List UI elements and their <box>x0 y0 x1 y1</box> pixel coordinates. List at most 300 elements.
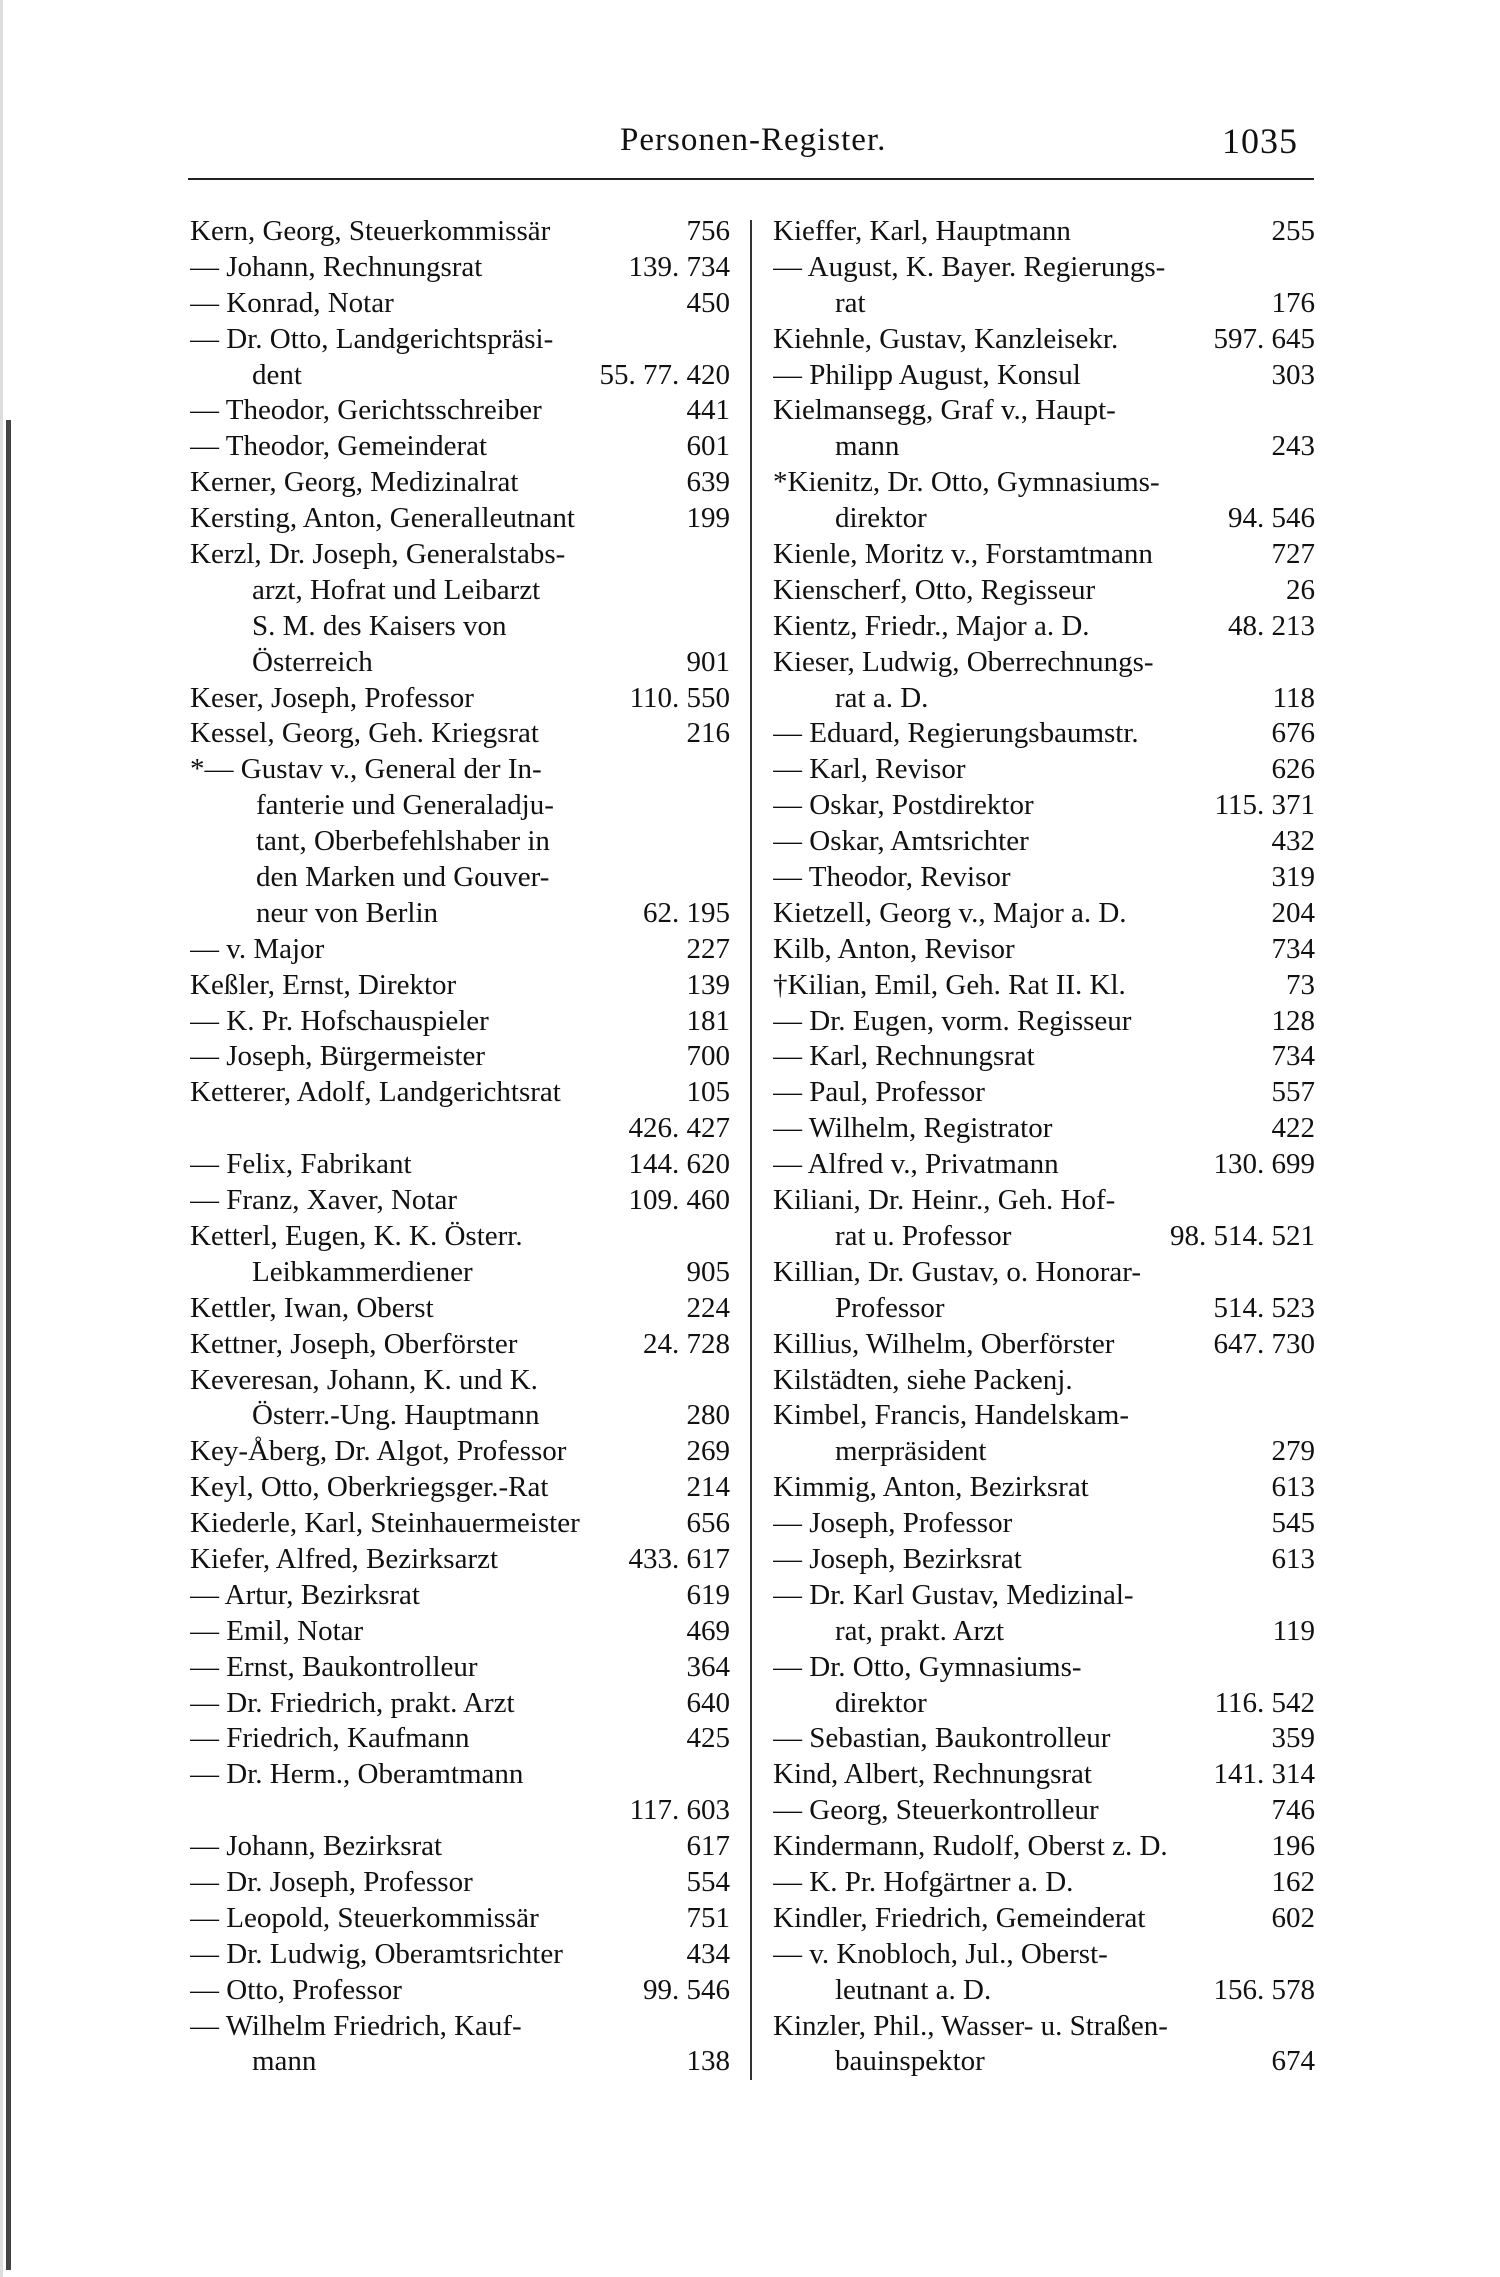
page-reference: 617 <box>686 1830 730 1863</box>
index-entry-line <box>773 1973 1315 2009</box>
page-reference: 602 <box>1271 1901 1315 1934</box>
index-entry-line <box>773 1937 1315 1973</box>
index-entry-line <box>190 1614 730 1650</box>
entry-text: Key-Åberg, Dr. Algot, Professor <box>190 1435 567 1468</box>
page-reference: 48. 213 <box>1228 609 1315 642</box>
page-reference <box>722 1363 730 1399</box>
page-reference: 128 <box>1271 1004 1315 1037</box>
page-reference: 269 <box>686 1435 730 1468</box>
index-entry-line <box>190 1434 730 1470</box>
entry-text: Professor <box>835 1291 945 1324</box>
page-reference: 647. 730 <box>1213 1327 1315 1360</box>
page-reference: 432 <box>1271 825 1315 858</box>
page-reference <box>1307 1650 1315 1686</box>
page-reference: 105 <box>686 1076 730 1109</box>
entry-text: neur von Berlin <box>256 896 439 929</box>
entry-text: — Theodor, Revisor <box>773 861 1011 894</box>
entry-text: rat u. Professor <box>835 1219 1012 1252</box>
index-entry-line <box>190 358 730 394</box>
page-reference: 24. 728 <box>643 1327 730 1360</box>
page-reference: 255 <box>1271 215 1315 247</box>
entry-text: Keser, Joseph, Professor <box>190 681 474 714</box>
entry-text: — v. Major <box>190 932 325 965</box>
index-entry-line <box>773 1470 1315 1506</box>
page-reference: 138 <box>686 2045 730 2078</box>
page-reference <box>1307 1937 1315 1973</box>
entry-text: — Paul, Professor <box>773 1076 985 1109</box>
index-entry-line <box>190 752 730 788</box>
index-entry-line <box>773 1434 1315 1470</box>
header-rule <box>188 178 1314 180</box>
entry-text: — Dr. Otto, Landgerichtspräsi- <box>190 322 554 355</box>
entry-text: — Wilhelm, Registrator <box>773 1112 1053 1145</box>
index-entry-line <box>190 1578 730 1614</box>
page-reference <box>722 573 730 609</box>
entry-text: Kerner, Georg, Medizinalrat <box>190 466 519 499</box>
page-reference <box>722 537 730 573</box>
index-entry-line <box>773 2009 1315 2045</box>
index-entry-line <box>190 1973 730 2009</box>
entry-text: Keyl, Otto, Oberkriegsger.-Rat <box>190 1471 549 1504</box>
index-entry-line <box>773 501 1315 537</box>
page-reference: 613 <box>1271 1471 1315 1504</box>
index-entry-line <box>190 393 730 429</box>
index-entry-line <box>773 1865 1315 1901</box>
entry-text: Kiehnle, Gustav, Kanzleisekr. <box>773 322 1119 355</box>
entry-text: Kienscherf, Otto, Regisseur <box>773 573 1096 606</box>
index-column-left <box>190 214 730 2080</box>
entry-text: Kimmig, Anton, Bezirksrat <box>773 1471 1089 1504</box>
index-entry-line <box>773 1901 1315 1937</box>
scan-edge-artifact <box>6 420 11 2270</box>
entry-text: Kielmansegg, Graf v., Haupt- <box>773 394 1116 427</box>
entry-text: Kiliani, Dr. Heinr., Geh. Hof- <box>773 1184 1116 1217</box>
page-reference: 119 <box>1272 1614 1315 1647</box>
index-entry-line <box>773 1506 1315 1542</box>
page-reference: 756 <box>686 215 730 247</box>
index-entry-line <box>190 1291 730 1327</box>
index-entry-line <box>190 573 730 609</box>
index-entry-line <box>773 1183 1315 1219</box>
page-reference: 364 <box>686 1650 730 1683</box>
index-entry-line <box>190 1075 730 1111</box>
page-reference: 422 <box>1271 1112 1315 1145</box>
index-entry-line <box>190 286 730 322</box>
page-reference <box>1307 1578 1315 1614</box>
entry-text: Kiefer, Alfred, Bezirksarzt <box>190 1542 499 1575</box>
index-entry-line <box>773 465 1315 501</box>
page-reference: 545 <box>1271 1507 1315 1540</box>
page-reference: 156. 578 <box>1213 1973 1315 2006</box>
page-reference: 115. 371 <box>1214 789 1315 822</box>
page-reference <box>722 2009 730 2045</box>
page-reference: 94. 546 <box>1228 502 1315 535</box>
running-header: Personen-Register. <box>620 122 887 158</box>
index-entry-line <box>190 1219 730 1255</box>
page-reference: 640 <box>686 1686 730 1719</box>
page-reference: 214 <box>686 1471 730 1504</box>
page-reference: 144. 620 <box>628 1148 730 1181</box>
page-reference: 118 <box>1272 681 1315 714</box>
entry-text: Kindler, Friedrich, Gemeinderat <box>773 1901 1146 1934</box>
entry-text: — Johann, Rechnungsrat <box>190 250 483 283</box>
index-entry-line <box>773 681 1315 717</box>
index-entry-line <box>773 788 1315 824</box>
index-entry-line <box>773 645 1315 681</box>
page-reference: 181 <box>686 1004 730 1037</box>
index-entry-line <box>190 1793 730 1829</box>
index-entry-line <box>773 1075 1315 1111</box>
index-entry-line <box>190 681 730 717</box>
page-reference: 676 <box>1271 717 1315 750</box>
index-entry-line <box>773 896 1315 932</box>
entry-text: mann <box>252 2045 317 2078</box>
page-reference: 597. 645 <box>1213 322 1315 355</box>
entry-text: Kinzler, Phil., Wasser- u. Straßen- <box>773 2009 1168 2042</box>
page-reference: 554 <box>686 1865 730 1898</box>
page-reference <box>1307 1183 1315 1219</box>
index-entry-line <box>773 573 1315 609</box>
entry-text: — Georg, Steuerkontrolleur <box>773 1794 1099 1827</box>
page-reference: 227 <box>686 932 730 965</box>
entry-text: Kienle, Moritz v., Forstamtmann <box>773 538 1153 571</box>
page-reference: 450 <box>686 286 730 319</box>
page-reference <box>722 860 730 896</box>
page-reference: 139 <box>686 968 730 1001</box>
index-entry-line <box>190 250 730 286</box>
page-reference: 557 <box>1271 1076 1315 1109</box>
index-entry-line <box>190 537 730 573</box>
index-entry-line <box>190 1363 730 1399</box>
entry-text: dent <box>252 358 302 391</box>
entry-text: S. M. des Kaisers von <box>252 609 507 642</box>
page-reference: 55. 77. 420 <box>599 358 730 391</box>
entry-text: — Dr. Ludwig, Oberamtsrichter <box>190 1937 563 1970</box>
page-reference: 176 <box>1271 286 1315 319</box>
page-reference: 130. 699 <box>1213 1148 1315 1181</box>
entry-text: fanterie und Generaladju- <box>256 789 554 822</box>
page-reference: 98. 514. 521 <box>1170 1219 1315 1252</box>
entry-text: Kimbel, Francis, Handelskam- <box>773 1399 1129 1432</box>
index-entry-line <box>773 1327 1315 1363</box>
index-entry-line <box>190 1255 730 1291</box>
index-entry-line <box>773 860 1315 896</box>
entry-text: *— Gustav v., General der In- <box>190 753 542 786</box>
entry-text: mann <box>835 430 900 463</box>
index-entry-line <box>190 214 730 250</box>
index-entry-line <box>773 968 1315 1004</box>
page-reference: 109. 460 <box>628 1184 730 1217</box>
entry-text: — K. Pr. Hofschauspieler <box>190 1004 489 1037</box>
index-entry-line <box>773 322 1315 358</box>
entry-text: tant, Oberbefehlshaber in <box>256 825 550 858</box>
index-entry-line <box>773 1686 1315 1722</box>
page-reference <box>722 1757 730 1793</box>
page-reference: 469 <box>686 1614 730 1647</box>
page-reference: 901 <box>686 645 730 678</box>
entry-text: Kerzl, Dr. Joseph, Generalstabs- <box>190 538 566 571</box>
index-entry-line <box>190 788 730 824</box>
page-reference: 117. 603 <box>629 1794 730 1827</box>
entry-text: direktor <box>835 502 927 535</box>
entry-text: Kern, Georg, Steuerkommissär <box>190 215 551 247</box>
index-entry-line <box>190 1111 730 1147</box>
index-entry-line <box>190 1757 730 1793</box>
page-reference <box>722 824 730 860</box>
entry-text: — Felix, Fabrikant <box>190 1148 412 1181</box>
entry-text: — Johann, Bezirksrat <box>190 1830 443 1863</box>
index-entry-line <box>773 429 1315 465</box>
entry-text: — Sebastian, Baukontrolleur <box>773 1722 1111 1755</box>
page-reference: 751 <box>686 1901 730 1934</box>
index-entry-line <box>773 824 1315 860</box>
page-reference: 196 <box>1271 1830 1315 1863</box>
entry-text: — Eduard, Regierungsbaumstr. <box>773 717 1139 750</box>
page-reference: 99. 546 <box>643 1973 730 2006</box>
entry-text: — Joseph, Professor <box>773 1507 1013 1540</box>
index-entry-line <box>773 932 1315 968</box>
page-reference: 426. 427 <box>628 1112 730 1145</box>
index-entry-line <box>773 2044 1315 2080</box>
index-entry-line <box>773 1829 1315 1865</box>
entry-text: Kilb, Anton, Revisor <box>773 932 1015 965</box>
index-entry-line <box>773 1721 1315 1757</box>
index-entry-line <box>190 1542 730 1578</box>
entry-text: — Dr. Friedrich, prakt. Arzt <box>190 1686 515 1719</box>
page-reference: 110. 550 <box>629 681 730 714</box>
page-reference <box>722 1219 730 1255</box>
index-entry-line <box>190 932 730 968</box>
entry-text: †Kilian, Emil, Geh. Rat II. Kl. <box>773 968 1126 1001</box>
entry-text: Kiederle, Karl, Steinhauermeister <box>190 1507 580 1540</box>
scan-margin <box>0 0 3 2277</box>
index-entry-line <box>773 1004 1315 1040</box>
index-entry-line <box>190 1937 730 1973</box>
entry-text: Kietzell, Georg v., Major a. D. <box>773 896 1127 929</box>
entry-text: — Alfred v., Privatmann <box>773 1148 1059 1181</box>
page-reference: 224 <box>686 1291 730 1324</box>
page-reference: 727 <box>1271 538 1315 571</box>
entry-text: Kieser, Ludwig, Oberrechnungs- <box>773 645 1154 678</box>
entry-text: Kessel, Georg, Geh. Kriegsrat <box>190 717 539 750</box>
page-number: 1035 <box>1222 121 1298 161</box>
index-entry-line <box>190 1865 730 1901</box>
entry-text: merpräsident <box>835 1435 987 1468</box>
entry-text: Killian, Dr. Gustav, o. Honorar- <box>773 1255 1142 1288</box>
entry-text: — Leopold, Steuerkommissär <box>190 1901 539 1934</box>
entry-text: — Joseph, Bezirksrat <box>773 1542 1022 1575</box>
page-reference: 441 <box>686 394 730 427</box>
index-entry-line <box>190 1721 730 1757</box>
page-reference <box>722 322 730 358</box>
entry-text: — Joseph, Bürgermeister <box>190 1040 486 1073</box>
entry-text: *Kienitz, Dr. Otto, Gymnasiums- <box>773 466 1160 499</box>
index-entry-line <box>773 214 1315 250</box>
entry-text: — K. Pr. Hofgärtner a. D. <box>773 1865 1074 1898</box>
page-reference <box>1307 393 1315 429</box>
entry-text: Ketterer, Adolf, Landgerichtsrat <box>190 1076 561 1109</box>
index-entry-line <box>190 716 730 752</box>
index-entry-line <box>190 1901 730 1937</box>
entry-text: — Friedrich, Kaufmann <box>190 1722 470 1755</box>
entry-text: — Theodor, Gerichtsschreiber <box>190 394 542 427</box>
page-reference: 26 <box>1286 573 1315 606</box>
entry-text: direktor <box>835 1686 927 1719</box>
page-reference: 303 <box>1271 358 1315 391</box>
entry-text: Kettner, Joseph, Oberförster <box>190 1327 518 1360</box>
page-reference <box>722 609 730 645</box>
entry-text: — Ernst, Baukontrolleur <box>190 1650 478 1683</box>
index-entry-line <box>190 609 730 645</box>
page-reference: 73 <box>1286 968 1315 1001</box>
entry-text: — Emil, Notar <box>190 1614 364 1647</box>
entry-text: Keveresan, Johann, K. und K. <box>190 1363 538 1396</box>
index-entry-line <box>773 1111 1315 1147</box>
page-reference: 280 <box>686 1399 730 1432</box>
entry-text: — Dr. Herm., Oberamtmann <box>190 1758 524 1791</box>
page-reference: 619 <box>686 1578 730 1611</box>
entry-text: — Otto, Professor <box>190 1973 402 2006</box>
entry-text: Kettler, Iwan, Oberst <box>190 1291 434 1324</box>
index-entry-line <box>190 429 730 465</box>
page-reference <box>722 752 730 788</box>
page-reference: 601 <box>686 430 730 463</box>
page-reference: 162 <box>1271 1865 1315 1898</box>
index-entry-line <box>190 1327 730 1363</box>
entry-text: — v. Knobloch, Jul., Oberst- <box>773 1937 1108 1970</box>
page-reference: 243 <box>1271 430 1315 463</box>
page-reference <box>1307 250 1315 286</box>
entry-text: Kientz, Friedr., Major a. D. <box>773 609 1090 642</box>
index-entry-line <box>773 1793 1315 1829</box>
entry-text: Kieffer, Karl, Hauptmann <box>773 215 1071 247</box>
entry-text: Österreich <box>252 645 373 678</box>
index-entry-line <box>190 2009 730 2045</box>
index-entry-line <box>773 1578 1315 1614</box>
page-reference: 216 <box>686 717 730 750</box>
page-reference: 734 <box>1271 932 1315 965</box>
index-entry-line <box>773 393 1315 429</box>
index-entry-line <box>773 1650 1315 1686</box>
page-reference: 514. 523 <box>1213 1291 1315 1324</box>
index-entry-line <box>190 1004 730 1040</box>
index-entry-line <box>190 1686 730 1722</box>
index-entry-line <box>773 609 1315 645</box>
index-entry-line <box>773 1363 1315 1399</box>
index-entry-line <box>773 1255 1315 1291</box>
index-entry-line <box>190 1039 730 1075</box>
index-entry-line <box>773 250 1315 286</box>
entry-text: den Marken und Gouver- <box>256 861 550 894</box>
entry-text: Österr.-Ung. Hauptmann <box>252 1399 540 1432</box>
page-reference: 700 <box>686 1040 730 1073</box>
page-reference: 199 <box>686 502 730 535</box>
index-entry-line <box>773 1039 1315 1075</box>
entry-text: — Karl, Revisor <box>773 753 966 786</box>
page-reference: 734 <box>1271 1040 1315 1073</box>
page-reference: 139. 734 <box>628 250 730 283</box>
index-entry-line <box>190 465 730 501</box>
entry-text: bauinspektor <box>835 2045 985 2078</box>
index-entry-line <box>190 2044 730 2080</box>
entry-text: arzt, Hofrat und Leibarzt <box>252 573 541 606</box>
entry-text: — Philipp August, Konsul <box>773 358 1081 391</box>
index-entry-line <box>773 286 1315 322</box>
column-divider <box>750 220 752 2080</box>
page-reference <box>1307 1255 1315 1291</box>
entry-text <box>190 1793 622 1829</box>
page-reference <box>1307 1363 1315 1399</box>
entry-text: rat, prakt. Arzt <box>835 1614 1005 1647</box>
index-entry-line <box>190 1470 730 1506</box>
index-entry-line <box>190 1829 730 1865</box>
page-reference: 434 <box>686 1937 730 1970</box>
entry-text: Kilstädten, siehe Packenj. <box>773 1363 1073 1396</box>
index-entry-line <box>190 501 730 537</box>
index-entry-line <box>190 968 730 1004</box>
index-entry-line <box>773 716 1315 752</box>
page-reference: 626 <box>1271 753 1315 786</box>
page-reference: 359 <box>1271 1722 1315 1755</box>
index-entry-line <box>773 1219 1315 1255</box>
entry-text: leutnant a. D. <box>835 1973 992 2006</box>
entry-text: Kersting, Anton, Generalleutnant <box>190 502 575 535</box>
index-entry-line <box>190 824 730 860</box>
page-reference: 613 <box>1271 1542 1315 1575</box>
index-entry-line <box>190 645 730 681</box>
page-reference: 204 <box>1271 896 1315 929</box>
page-reference: 319 <box>1271 861 1315 894</box>
page-reference <box>1307 465 1315 501</box>
entry-text: — Wilhelm Friedrich, Kauf- <box>190 2009 522 2042</box>
page-reference: 656 <box>686 1507 730 1540</box>
entry-text: — Oskar, Postdirektor <box>773 789 1034 822</box>
index-entry-line <box>190 896 730 932</box>
index-entry-line <box>773 537 1315 573</box>
index-entry-line <box>190 1650 730 1686</box>
page-reference <box>722 788 730 824</box>
page-reference: 674 <box>1271 2045 1315 2078</box>
entry-text <box>190 1111 621 1147</box>
entry-text: — Franz, Xaver, Notar <box>190 1184 457 1217</box>
entry-text: rat <box>835 286 866 319</box>
entry-text: Leibkammerdiener <box>252 1255 473 1288</box>
entry-text: Kindermann, Rudolf, Oberst z. D. <box>773 1830 1168 1863</box>
page-reference: 746 <box>1271 1794 1315 1827</box>
index-entry-line <box>190 322 730 358</box>
index-entry-line <box>773 1147 1315 1183</box>
index-entry-line <box>773 358 1315 394</box>
page-reference: 279 <box>1271 1435 1315 1468</box>
entry-text: — Karl, Rechnungsrat <box>773 1040 1035 1073</box>
page-reference <box>1307 2009 1315 2045</box>
page-reference: 116. 542 <box>1214 1686 1315 1719</box>
entry-text: Ketterl, Eugen, K. K. Österr. <box>190 1219 523 1252</box>
entry-text: — Oskar, Amtsrichter <box>773 825 1029 858</box>
page-reference: 62. 195 <box>643 896 730 929</box>
index-column-right <box>773 214 1315 2080</box>
page-reference <box>1307 645 1315 681</box>
entry-text: Kind, Albert, Rechnungsrat <box>773 1758 1092 1791</box>
entry-text: — Dr. Eugen, vorm. Regisseur <box>773 1004 1132 1037</box>
index-entry-line <box>773 752 1315 788</box>
page-reference: 141. 314 <box>1213 1758 1315 1791</box>
page-reference: 639 <box>686 466 730 499</box>
entry-text: — Dr. Joseph, Professor <box>190 1865 473 1898</box>
index-entry-line <box>190 1398 730 1434</box>
entry-text: rat a. D. <box>835 681 929 714</box>
index-entry-line <box>773 1542 1315 1578</box>
